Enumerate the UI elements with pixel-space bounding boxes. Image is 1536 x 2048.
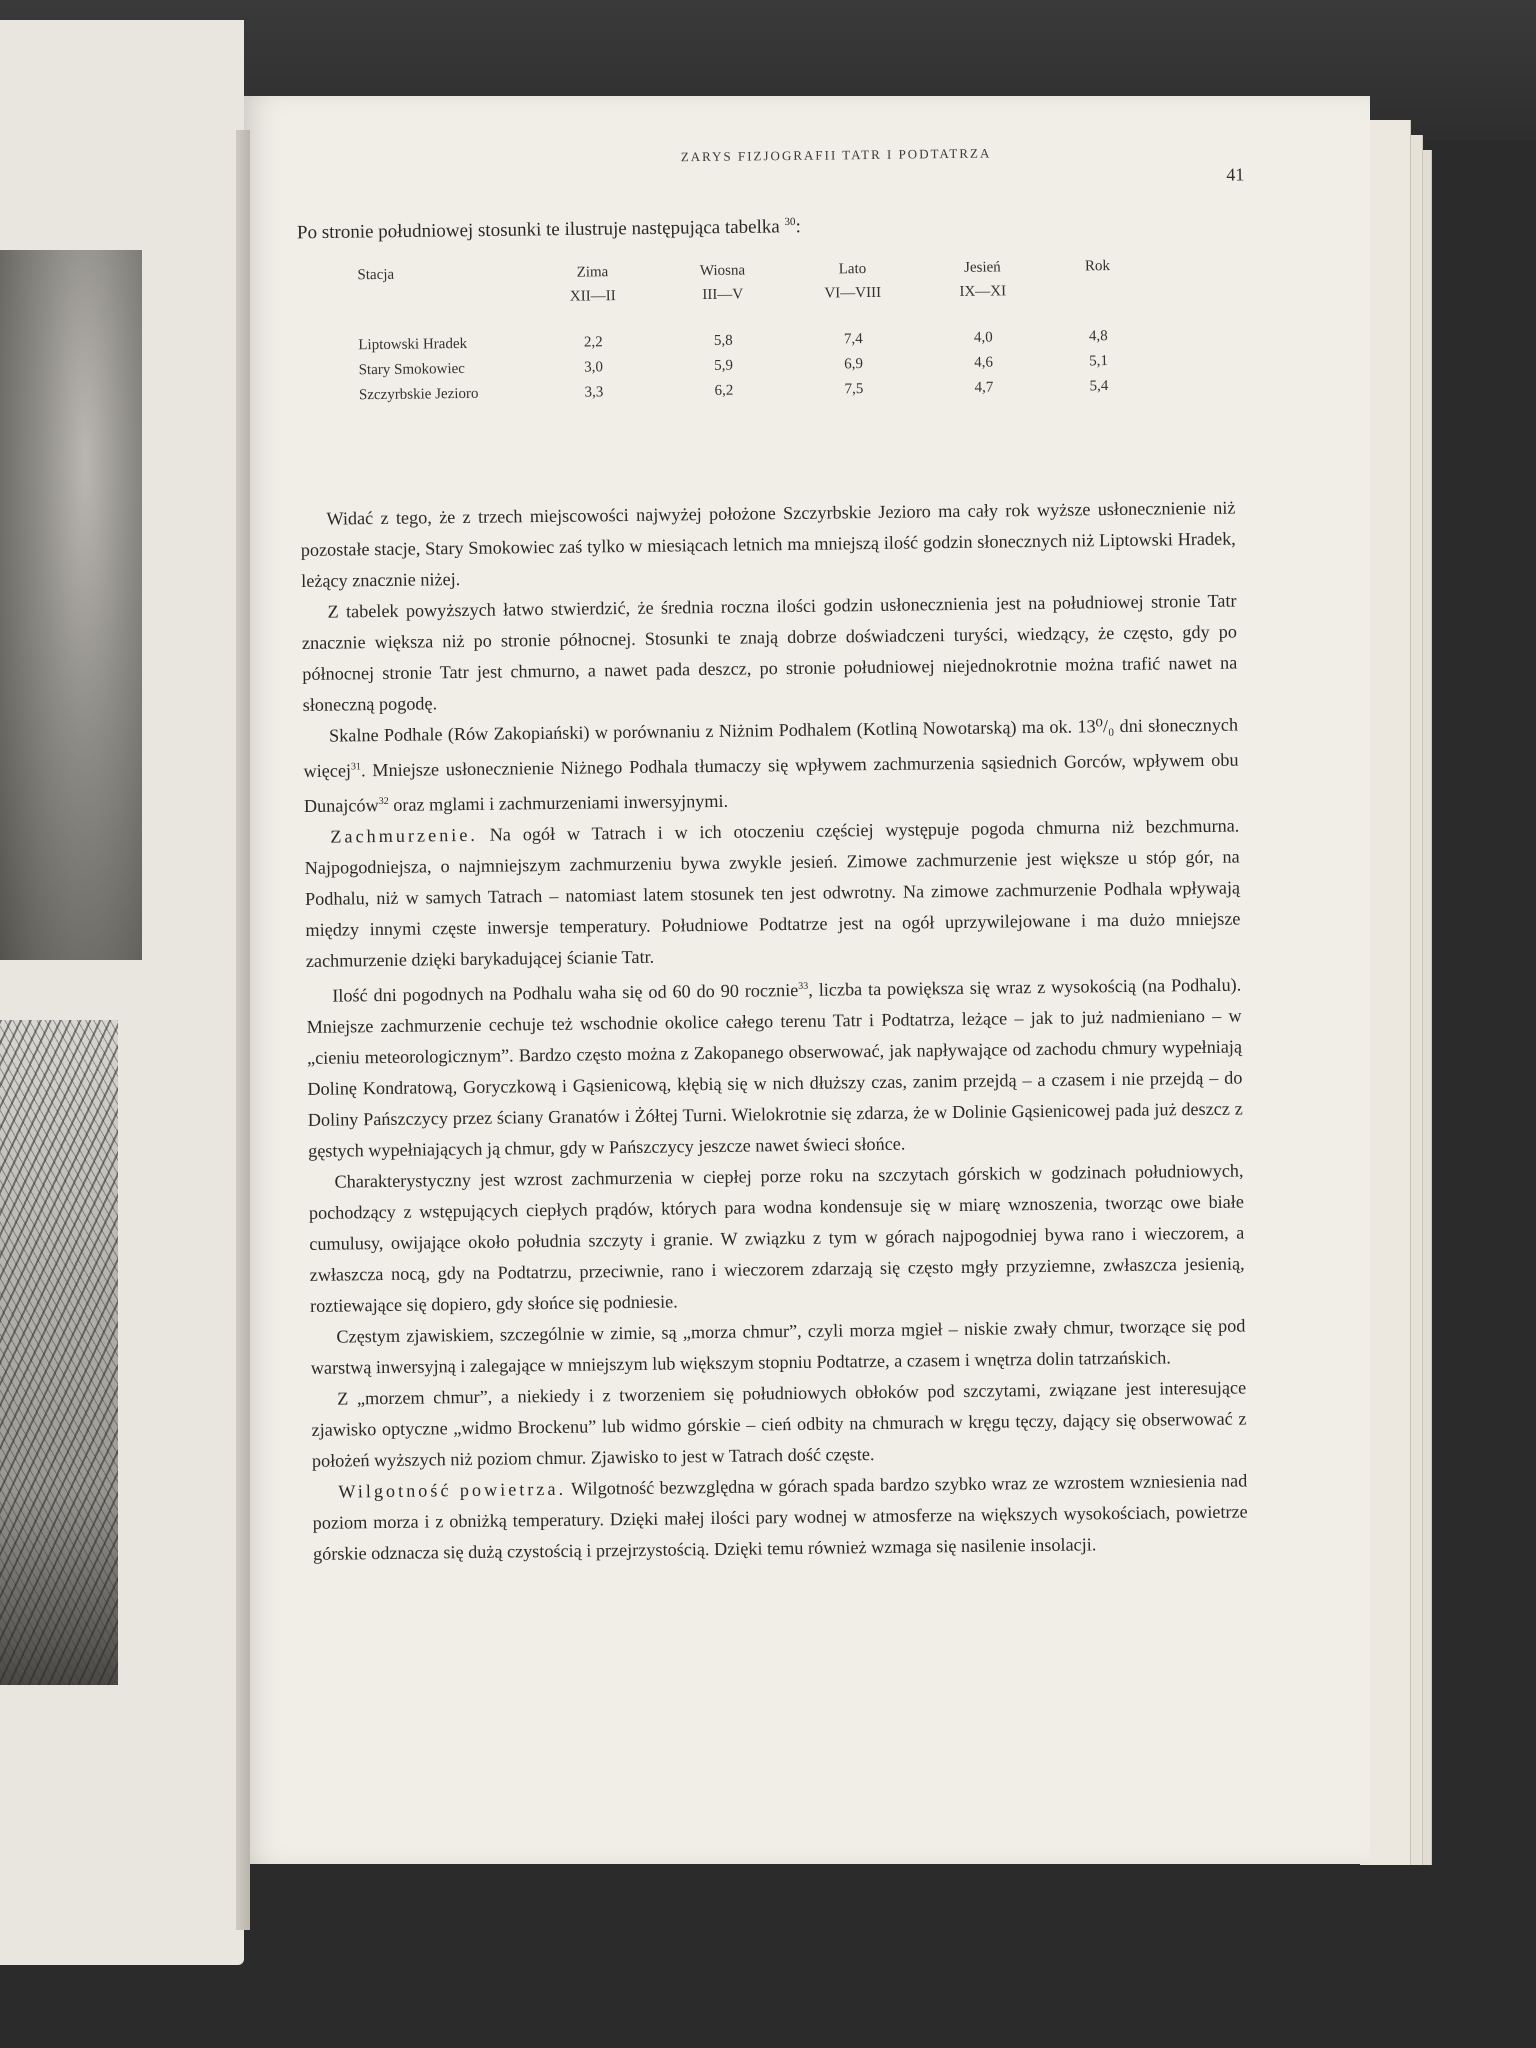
cell-spring: 5,9 <box>714 357 734 374</box>
book-spine <box>236 130 250 1930</box>
right-page <box>244 96 1370 1864</box>
cell-autumn: 4,6 <box>974 354 994 371</box>
footnote-ref: 31 <box>350 761 362 773</box>
header-year: Rok <box>1084 258 1111 275</box>
section-heading: Zachmurzenie. <box>330 824 479 847</box>
left-page <box>0 20 244 1965</box>
paragraph: Widać z tego, że z trzech miejscowości najwyżej położone Szczyrbskie Jezioro ma cały rok wyższe usłonecznienie niż pozostałe stacje, Stary Smokowiec zaś tylko w miesiącach letnich ma mniejszą ilość godzin słonecznych niż Liptowski Hradek, leżący znacznie niżej. <box>300 497 1236 591</box>
running-head: ZARYS FIZJOGRAFII TATR I PODTATRZA <box>680 145 992 165</box>
cell-station: Szczyrbskie Jezioro <box>358 385 479 404</box>
paragraph: Z „morzem chmur”, a niekiedy i z tworzeniem się południowych obłoków pod szczytami, związane jest interesujące zjawisko optyczne „widmo Brockenu” lub widmo górskie – cień odbity na chmurach w kręgu tęczy, dający się obserwować z położeń wyższych niż poziom chmur. Zjawisko to jest w Tatrach dość częste. <box>311 1377 1247 1472</box>
paragraph: Charakterystyczny jest wzrost zachmurzenia w ciepłej porze roku na szczytach górskich w godzinach południowych, pochodzący z wstępujących ciepłych prądów, których para wodna kondensuje się w miarę wznoszenia, tworząc owe białe cumulusy, owijające około południa szczyty i granie. W związku z tym w górach najpogodniej bywa rano i wieczorem, a zwłaszcza nocą, gdy na Podtatrzu, przeciwnie, rano i wieczorem zdarzają się często mgły przyziemne, zwłaszcza jesienią, roztiewające się dopiero, gdy słońce się podniesie. <box>308 1160 1245 1317</box>
cell-summer: 6,9 <box>844 356 864 373</box>
paragraph: Zachmurzenie. Na ogół w Tatrach i w ich otoczeniu częściej występuje pogoda chmurna niż bezchmurna. Najpogodniejsza, o najmniejszym zachmurzeniu bywa zwykle jesień. Zimowe zachmurzenie jest większe u stóp gór, na Podhalu, niż w samych Tatrach – natomiast latem stosunek ten jest odwrotny. Na zimowe zachmurzenie Podhala wpływają między innymi częste inwersje temperatury. Południowe Podtatrze jest na ogół uprzywilejowane i ma dużo mniejsze zachmurzenie dzięki barykadującej ścianie Tatr. <box>304 815 1241 972</box>
cell-year: 5,1 <box>1089 353 1109 370</box>
section-heading: Wilgotność powietrza. <box>338 1478 567 1502</box>
page-number: 41 <box>1226 164 1245 185</box>
header-station: Stacja <box>357 266 395 284</box>
cell-autumn: 4,7 <box>974 379 994 396</box>
cell-spring: 6,2 <box>714 382 734 399</box>
cell-spring: 5,8 <box>713 332 733 349</box>
paragraph: Z tabelek powyższych łatwo stwierdzić, że średnia roczna ilości godzin usłonecznienia jest na południowej stronie Tatr znacznie większa niż po stronie północnej. Stosunki te znają dobrze doświadczeni turyści, wiedzący, że często, gdy po północnej stronie Tatr jest chmurno, a nawet pada deszcz, po stronie południowej niejednokrotnie można trafić nawet na słoneczną pogodę. <box>301 590 1238 715</box>
footnote-ref: 33 <box>798 980 809 993</box>
cell-autumn: 4,0 <box>973 329 993 346</box>
header-spring: Wiosna III—V <box>699 262 746 304</box>
cell-summer: 7,4 <box>843 331 863 348</box>
sunshine-table <box>357 254 1149 409</box>
cell-winter: 2,2 <box>583 334 603 351</box>
header-summer: Lato VI—VIII <box>824 261 882 302</box>
mountain-photo <box>0 250 142 960</box>
paragraph: Skalne Podhale (Rów Zakopiański) w porównaniu z Niżnim Podhalem (Kotliną Nowotarską) ma ok. 13⁰/₀ dni słonecznych więcej$^{31}$. Mniejsze usłonecznienie Niżnego Podhala tłumaczy się wpływem zachmurzenia sąsiednich Gorców, wpływem obu Dunajców$^{32}$ oraz mglami i zachmurzeniami inwersyjnymi. <box>303 714 1239 817</box>
cell-year: 4,8 <box>1088 328 1108 345</box>
intro-colon: : <box>795 216 801 238</box>
cell-winter: 3,3 <box>584 384 604 401</box>
cell-station: Stary Smokowiec <box>358 360 465 379</box>
cell-summer: 7,5 <box>844 381 864 398</box>
paragraph: Wilgotność powietrza. Wilgotność bezwzględna w górach spada bardzo szybko wraz ze wzrostem wzniesienia nad poziom morza i z obniżką temperatury. Dzięki małej ilości pary wodnej w atmosferze na większych wysokościach, powietrze górskie odznacza się dużą czystością i przejrzystością. Dzięki temu również wzmaga się nasilenie insolacji. <box>312 1470 1248 1565</box>
cell-station: Liptowski Hradek <box>358 335 468 354</box>
header-autumn: Jesień IX—XI <box>959 259 1007 300</box>
footnote-ref: 32 <box>378 795 389 808</box>
header-winter: Zima XII—II <box>569 264 616 305</box>
page-content <box>296 143 1248 1565</box>
table-header-row <box>357 254 1148 334</box>
cell-winter: 3,0 <box>584 359 604 376</box>
intro-text: Po stronie południowej stosunki te ilustruje następująca tabelka <box>296 216 780 244</box>
table-intro <box>297 216 801 244</box>
body-text <box>300 493 1248 1571</box>
paragraph: Częstym zjawiskiem, szczególnie w zimie, są „morza chmur”, czyli morza mgieł – niskie zwały chmur, tworzące się pod warstwą inwersyjną i zalegające w mniejszym lub większym stopniu Podtatrze, a czasem i wnętrza dolin tatrzańskich. <box>310 1315 1246 1379</box>
paragraph: Ilość dni pogodnych na Podhalu waha się od 60 do 90 rocznie$^{33}$, liczba ta powiększa się wraz z wysokością (na Podhalu). Mniejsze zachmurzenie cechuje też wschodnie okolice całego terenu Tatr i Podtatrza, leżące – jak to już nadmieniano – w „cieniu meteorologicznym”. Bardzo często można z Zakopanego obserwować, jak napływające od zachodu chmury wypełniają Dolinę Kondratową, Goryczkową i Gąsienicową, kłębią się w nich dłuższy czas, zanim przejdą – a czasem i nie przejdą – do Doliny Pańszczycy przez ściany Granatów i Żółtej Turni. Wielokrotnie się zdarza, że w Dolinie Gąsienicowej pada już deszcz z gęstych wypełniających ją chmur, gdy w Pańszczycy jeszcze nawet świeci słońce. <box>306 974 1243 1162</box>
cell-year: 5,4 <box>1089 378 1109 395</box>
frosted-trees-photo <box>0 1020 118 1685</box>
footnote-ref: 30 <box>784 215 796 229</box>
